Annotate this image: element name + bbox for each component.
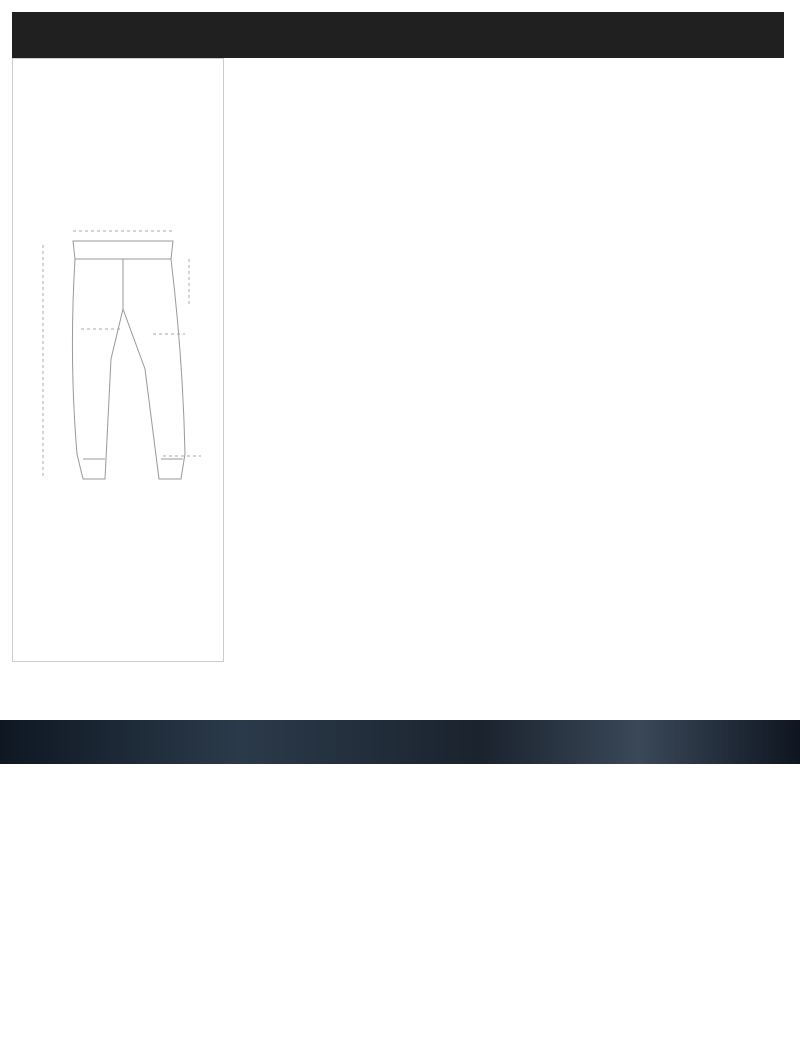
table-header — [12, 12, 784, 58]
pants-diagram — [12, 58, 224, 662]
measurement-table — [12, 12, 784, 58]
size-table-banner — [0, 720, 800, 764]
pants-illustration — [13, 59, 223, 661]
